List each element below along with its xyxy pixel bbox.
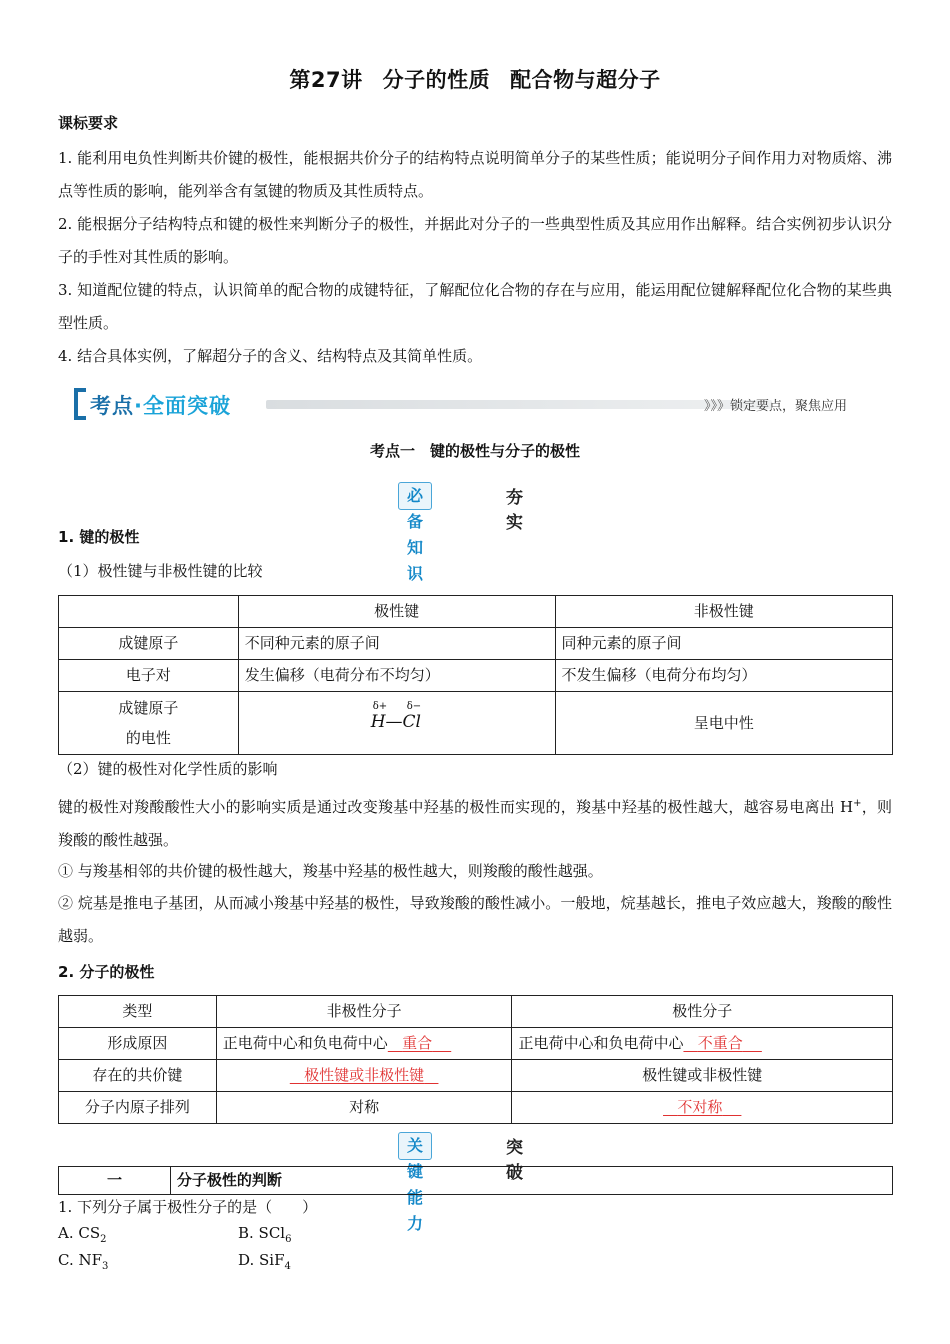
paragraph-text: ，则羧酸的酸性越强。 [58, 798, 892, 849]
table-row [59, 996, 893, 1028]
table-cell: 同种元素的原子间 [555, 628, 892, 660]
section-bar-title: 分子极性的判断 [170, 1167, 892, 1195]
requirement-item: 4. 结合具体实例，了解超分子的含义、结构特点及其简单性质。 [58, 347, 483, 365]
answer-text: 重合 [402, 1034, 433, 1052]
banner-label-a: 考点 [90, 394, 134, 418]
table-cell: 类型 [59, 996, 217, 1028]
table-cell: 极性键或非极性键 [512, 1060, 893, 1092]
subheading-2: （2）键的极性对化学性质的影响 [58, 760, 278, 778]
badge-box: 必备知识 [398, 482, 432, 510]
option-b[interactable] [238, 1224, 291, 1245]
cell-prefix: 正电荷中心和负电荷中心 [518, 1034, 684, 1052]
subscript: 2 [100, 1234, 107, 1245]
section-1-title: 键的极性 [79, 528, 140, 546]
page-title [0, 64, 950, 94]
lecture-number: 第27讲 [289, 68, 363, 92]
subscript: 4 [284, 1261, 291, 1272]
answer-blank [290, 1066, 439, 1084]
table-row [59, 1092, 893, 1124]
banner-bracket-icon [70, 388, 90, 420]
table-cell: 对称 [216, 1092, 512, 1124]
cell-prefix: 正电荷中心和负电荷中心 [222, 1034, 388, 1052]
answer-text: 不对称 [677, 1098, 723, 1116]
subscript: 6 [285, 1234, 292, 1245]
hcl-polarity-formula [371, 698, 451, 738]
row-label-line: 成键原子 [118, 699, 179, 717]
option-label: A. CS [58, 1224, 101, 1242]
paragraph [58, 787, 892, 857]
subscript: 3 [102, 1261, 109, 1272]
table-row [59, 596, 893, 628]
table-cell: 非极性键 [555, 596, 892, 628]
table-cell [512, 1028, 893, 1060]
section-1-heading: 1. 键的极性 [58, 528, 140, 546]
option-label: B. SCl [238, 1224, 286, 1242]
section-bar [58, 1166, 893, 1195]
requirement-item: 2. 能根据分子结构特点和键的极性来判断分子的极性，并据此对分子的一些典型性质及其应用作出解释。结合实例初步认识分子的手性对其性质的影响。 [58, 215, 892, 266]
table-row [59, 692, 893, 755]
title-topic-2: 配合物与超分子 [510, 68, 661, 92]
requirement-item: 3. 知道配位键的特点，认识简单的配合物的成键特征，了解配位化合物的存在与应用，能运用配位键解释配位化合物的某些典型性质。 [58, 281, 892, 332]
superscript: + [853, 798, 862, 809]
topic-title: 考点一 键的极性与分子的极性 [369, 442, 580, 460]
section-bar-num: 一 [59, 1167, 171, 1195]
table-row [59, 660, 893, 692]
table-cell: 形成原因 [59, 1028, 217, 1060]
table-cell: 电子对 [59, 660, 239, 692]
section-2-num: 2 [58, 963, 69, 981]
question-stem: 1. 下列分子属于极性分子的是（ ） [58, 1198, 318, 1216]
molecule-polarity-table [58, 995, 893, 1124]
banner-tag [78, 388, 268, 420]
banner-right-text: 》》》锁定要点，聚焦应用 [704, 399, 848, 414]
section-2-heading: 2. 分子的极性 [58, 963, 155, 981]
answer-blank [663, 1098, 741, 1116]
table-cell [238, 692, 555, 755]
answer-text: 极性键或非极性键 [304, 1066, 425, 1084]
badge-rest: 突破 [506, 1138, 523, 1183]
table-cell: 非极性分子 [216, 996, 512, 1028]
hcl-formula: H—Cl [370, 711, 421, 732]
answer-text: 不重合 [697, 1034, 743, 1052]
table-cell: 不同种元素的原子间 [238, 628, 555, 660]
bond-polarity-table [58, 595, 893, 755]
answer-blank [388, 1034, 451, 1052]
paragraph-text: 键的极性对羧酸酸性大小的影响实质是通过改变羧基中羟基的极性而实现的，羧基中羟基的极性越大，越容易电离出 H [58, 798, 854, 816]
section-banner [78, 386, 878, 422]
table-cell: 分子内原子排列 [59, 1092, 217, 1124]
option-label: D. SiF [238, 1251, 285, 1269]
paragraph: ② 烷基是推电子基团，从而减小羧基中羟基的极性，导致羧酸的酸性减小。一般地，烷基越长，推电子效应越大，羧酸的酸性越弱。 [58, 894, 892, 945]
answer-blank [683, 1034, 761, 1052]
table-row [59, 628, 893, 660]
table-cell: 极性键 [238, 596, 555, 628]
subheading-1: （1）极性键与非极性键的比较 [58, 562, 263, 580]
table-cell: 呈电中性 [555, 692, 892, 755]
requirement-item: 1. 能利用电负性判断共价键的极性，能根据共价分子的结构特点说明简单分子的某些性质；能说明分子间作用力对物质熔、沸点等性质的影响，能列举含有氢键的物质及其性质特点。 [58, 149, 892, 200]
table-cell: 极性分子 [512, 996, 893, 1028]
paragraph: ① 与羧基相邻的共价键的极性越大，羧基中羟基的极性越大，则羧酸的酸性越强。 [58, 862, 603, 880]
option-label: C. NF [58, 1251, 103, 1269]
badge-rest: 夯实 [506, 488, 523, 533]
table-cell [216, 1028, 512, 1060]
title-topic-1: 分子的性质 [382, 68, 491, 92]
banner-label-b: ·全面突破 [134, 394, 231, 418]
section-2-title: 分子的极性 [79, 963, 155, 981]
table-cell [216, 1060, 512, 1092]
table-cell: 发生偏移（电荷分布不均匀） [238, 660, 555, 692]
table-cell [59, 692, 239, 755]
table-cell: 存在的共价键 [59, 1060, 217, 1092]
table-cell [512, 1092, 893, 1124]
table-cell: 不发生偏移（电荷分布均匀） [555, 660, 892, 692]
table-cell [59, 596, 239, 628]
table-row [59, 1028, 893, 1060]
requirements-heading: 课标要求 [58, 114, 119, 132]
row-label-line: 的电性 [125, 729, 171, 747]
option-d[interactable] [238, 1251, 291, 1272]
option-c[interactable] [58, 1251, 108, 1272]
banner-bar [266, 400, 772, 409]
option-a[interactable] [58, 1224, 107, 1245]
delta-minus: δ− [406, 700, 422, 712]
banner-label [90, 390, 231, 420]
delta-plus: δ+ [372, 700, 388, 712]
table-cell: 成键原子 [59, 628, 239, 660]
section-1-num: 1 [58, 528, 69, 546]
table-row [59, 1060, 893, 1092]
badge-box: 关键能力 [398, 1132, 432, 1160]
table-row [59, 1167, 893, 1195]
